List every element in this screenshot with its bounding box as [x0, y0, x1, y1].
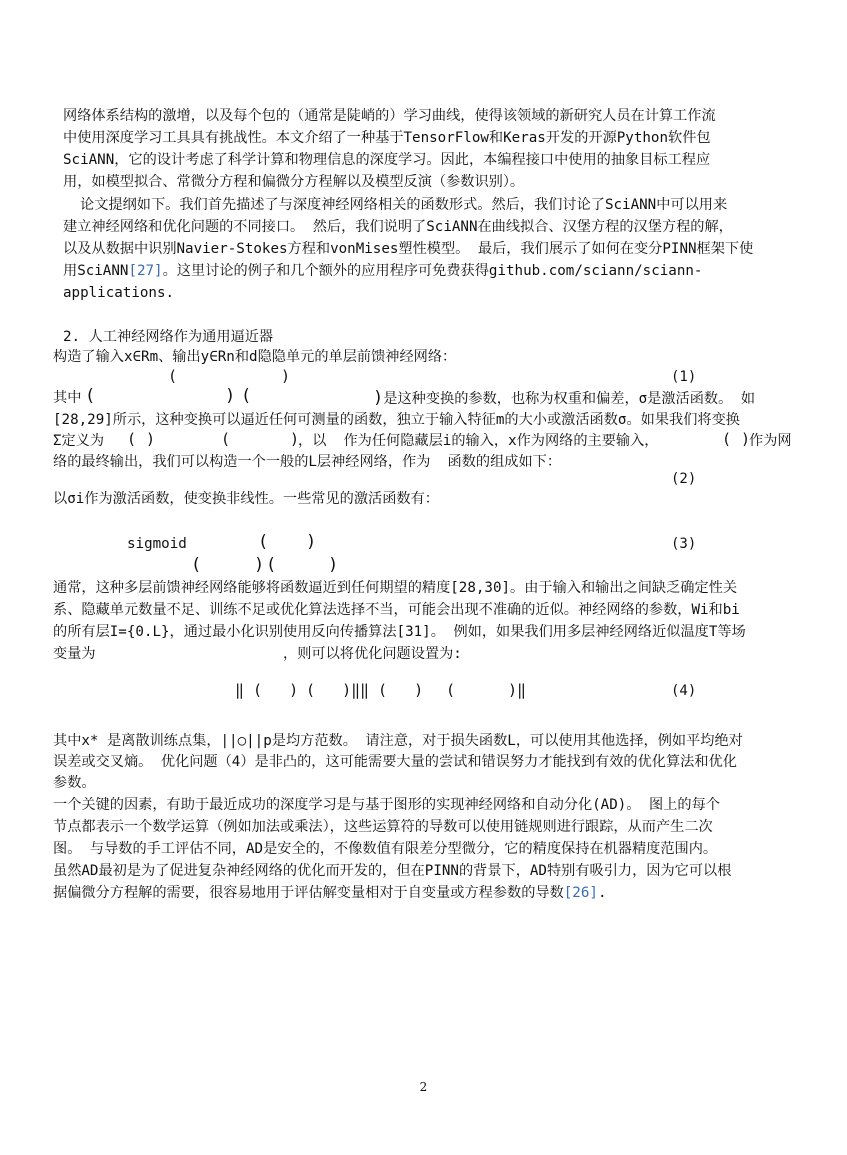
equation-placeholder: ‖ ( ) [360, 681, 424, 699]
paragraph-line: 的所有层I={0.L}，通过最小化识别使用反向传播算法[31]。 例如，如果我们用多层神经网络近似温度T等场 [53, 624, 746, 640]
equation-number: (2) [671, 471, 697, 487]
page-number: 2 [419, 1080, 428, 1094]
paragraph-line: 据偏微分方程解的需要，很容易地用于评估解变量相对于自变量或方程参数的导数[26]. [53, 885, 607, 901]
paragraph-line: ，则可以将优化问题设置为: [283, 646, 462, 662]
paragraph-line: Σ定义为 [53, 433, 105, 449]
paragraph-line: 作为网 [749, 433, 792, 449]
function-label: sigmoid [127, 536, 187, 552]
paragraph-line: 图。 与导数的手工评估不同，AD是安全的，不像数值有限差分型微分，它的精度保持在机器精度范围内。 [53, 841, 718, 857]
paragraph-line: 建立神经网络和优化问题的不同接口。 然后，我们说明了SciANN在曲线拟合、汉堡方程的汉堡方程的解， [63, 219, 733, 235]
equation-placeholder: ( [168, 367, 178, 385]
equation-placeholder: )‖ [508, 681, 527, 699]
paragraph-line: 系、隐藏单元数量不足、训练不足或优化算法选择不当，可能会出现不准确的近似。神经网络的参数，Wi和bi [53, 602, 740, 618]
paragraph-line: 误差或交叉熵。 优化问题（4）是非凸的，这可能需要大量的尝试和错误努力才能找到有效的优化算法和优化 [53, 754, 737, 770]
equation-placeholder: ) [328, 555, 339, 575]
equation-placeholder: ( [446, 681, 456, 699]
paragraph-line: 参数。 [53, 775, 96, 791]
citation-link[interactable]: [26] [563, 885, 598, 901]
paragraph-line: 虽然AD最初是为了促进复杂神经网络的优化而开发的，但在PINN的背景下，AD特别有吸引力，因为它可以根 [53, 863, 732, 879]
paragraph-line: 中使用深度学习工具具有挑战性。本文介绍了一种基于TensorFlow和Keras开发的开源Python软件包 [63, 130, 711, 146]
equation-placeholder: ( [258, 532, 269, 552]
paragraph-line: SciANN，它的设计考虑了科学计算和物理信息的深度学习。因此，本编程接口中使用的抽象目标工程应 [63, 152, 711, 168]
equation-placeholder: ( [221, 430, 231, 448]
paragraph-line: 用SciANN[27]。这里讨论的例子和几个额外的应用程序可免费获得github.com/sciann/sciann- [63, 263, 703, 279]
equation-placeholder: ) [306, 532, 317, 552]
equation-number: (4) [671, 683, 697, 699]
equation-number: (1) [671, 369, 697, 385]
citation-link[interactable]: [27] [128, 263, 163, 279]
equation-number: (3) [671, 536, 697, 552]
equation-placeholder: ) [225, 386, 236, 406]
paragraph-line: 节点都表示一个数学运算（例如加法或乘法），这些运算符的导数可以使用链规则进行跟踪，从而产生二次 [53, 819, 713, 835]
paragraph-line: 论文提纲如下。我们首先描述了与深度神经网络相关的函数形式。然后，我们讨论了SciANN中可以用来 [80, 197, 728, 213]
paragraph-line: 网络体系结构的激增，以及每个包的（通常是陡峭的）学习曲线，使得该领域的新研究人员在计算工作流 [63, 108, 716, 124]
equation-placeholder: ‖ ( ) [235, 681, 299, 699]
paragraph-line: )是这种变换的参数，也称为权重和偏差，σ是激活函数。 如 [373, 388, 756, 408]
equation-placeholder: ( [722, 430, 732, 448]
equation-placeholder: ( )‖ [306, 681, 361, 699]
paragraph-line: 以σi作为激活函数，使变换非线性。一些常见的激活函数有： [53, 491, 439, 507]
equation-placeholder: ( [266, 555, 277, 575]
section-heading: 2. 人工神经网络作为通用逼近器 [63, 329, 274, 345]
equation-placeholder: ) [281, 367, 291, 385]
paragraph-line: 变量为 [53, 646, 96, 662]
equation-placeholder: ) [741, 430, 751, 448]
equation-placeholder: ( [127, 430, 137, 448]
paragraph-line: 一个关键的因素，有助于最近成功的深度学习是与基于图形的实现神经网络和自动分化(AD)。 图上的每个 [53, 797, 720, 813]
equation-placeholder: ) [146, 430, 156, 448]
paragraph-line: 以及从数据中识别Navier-Stokes方程和vonMises塑性模型。 最后，我们展示了如何在变分PINN框架下使 [63, 241, 754, 257]
equation-placeholder: ) [290, 430, 300, 448]
paragraph-line: 用，如模型拟合、常微分方程和偏微分方程解以及模型反演（参数识别）。 [63, 174, 525, 190]
equation-placeholder: ) [254, 555, 265, 575]
equation-placeholder: ( [191, 555, 202, 575]
paragraph-line: 构造了输入x∈Rm、输出y∈Rn和d隐隐单元的单层前馈神经网络： [53, 349, 457, 365]
paragraph-line: 络的最终输出，我们可以构造一个一般的L层神经网络，作为 函数的组成如下： [53, 454, 562, 470]
paragraph-line: 其中x* 是离散训练点集，||○||p是均方范数。 请注意，对于损失函数L，可以使用其他选择，例如平均绝对 [53, 733, 743, 749]
paragraph-line: ，以 作为任何隐藏层i的输入，x作为网络的主要输入， [298, 433, 659, 449]
paragraph-line: 通常，这种多层前馈神经网络能够将函数逼近到任何期望的精度[28,30]。由于输入和输出之间缺乏确定性关 [53, 580, 738, 596]
paragraph-line: 其中 [53, 390, 82, 406]
paragraph-line: applications. [63, 285, 175, 301]
paragraph-line: [28,29]所示，这种变换可以逼近任何可测量的函数，独立于输入特征m的大小或激活函数σ。如果我们将变换 [53, 412, 740, 428]
equation-placeholder: ( [85, 386, 96, 406]
equation-placeholder: ( [241, 386, 252, 406]
